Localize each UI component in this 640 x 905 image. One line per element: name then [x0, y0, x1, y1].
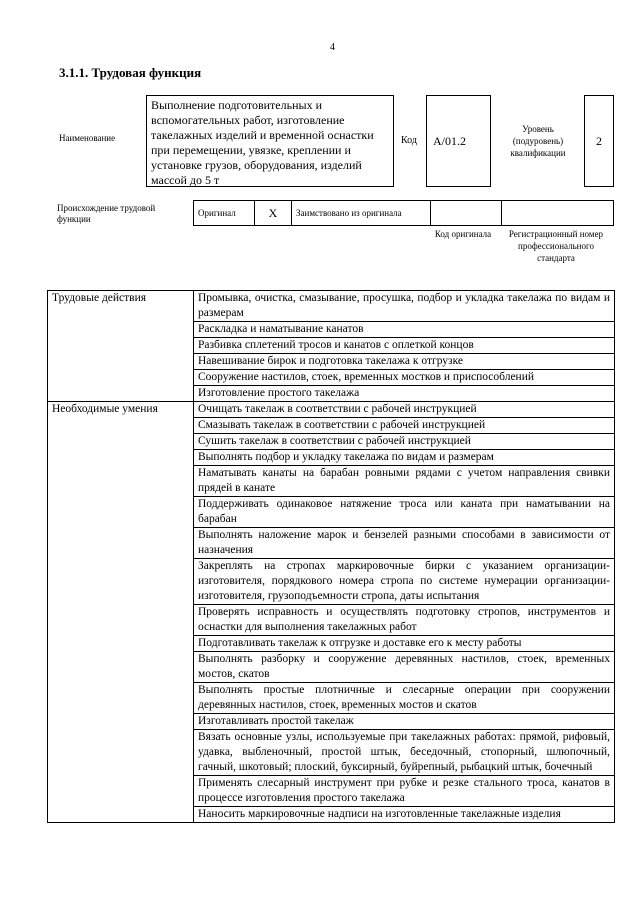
section-item: Подготавливать такелаж к отгрузке и доставке его к месту работы: [194, 636, 615, 652]
table-row: [48, 402, 615, 418]
original-code-caption: Код оригинала: [434, 229, 492, 239]
section-item: Промывка, очистка, смазывание, просушка, подбор и укладка такелажа по видам и размерам: [194, 291, 615, 322]
function-details-table: [47, 290, 615, 823]
original-label: Оригинал: [194, 201, 255, 226]
qualification-level-label: Уровень (подуровень) квалификации: [510, 124, 566, 158]
section-title: 3.1.1. Трудовая функция: [59, 65, 202, 80]
section-item: Выполнять простые плотничные и слесарные операции при сооружении деревянных настилов, стоек, временных мостов и скатов: [194, 683, 615, 714]
registration-number-cell: [502, 201, 614, 226]
section-item: Навешивание бирок и подготовка такелажа к отгрузке: [194, 354, 615, 370]
table-row: [48, 291, 615, 322]
section-item: Наматывать канаты на барабан ровными рядами с учетом направления свивки прядей в канате: [194, 466, 615, 497]
origin-label: Происхождение трудовой функции: [57, 203, 156, 224]
section-item: Выполнять разборку и сооружение деревянных настилов, стоек, временных мостов, скатов: [194, 652, 615, 683]
section-category: Необходимые умения: [48, 402, 194, 823]
section-item: Изготовление простого такелажа: [194, 386, 615, 402]
section-item: Разбивка сплетений тросов и канатов с оплеткой концов: [194, 338, 615, 354]
section-item: Поддерживать одинаковое натяжение троса или каната при наматывании на барабан: [194, 497, 615, 528]
qualification-level-value: 2: [584, 95, 614, 187]
section-item: Сооружение настилов, стоек, временных мостков и приспособлений: [194, 370, 615, 386]
function-name-value: Выполнение подготовительных и вспомогательных работ, изготовление такелажных изделий и временной оснастки при перемещении, увязке, креплении и установке грузов, оборудования, изделий массой до 5 т: [146, 95, 394, 187]
section-item: Сушить такелаж в соответствии с рабочей инструкцией: [194, 434, 615, 450]
section-item: Проверять исправность и осуществлять подготовку стропов, инструментов и оснастки для выполнения такелажных работ: [194, 605, 615, 636]
section-item: Выполнять подбор и укладку такелажа по видам и размерам: [194, 450, 615, 466]
section-item: Закреплять на стропах маркировочные бирки с указанием организации-изготовителя, порядкового номера стропа по системе нумерации организации-изготовителя, грузоподъемности стропа, даты испытания: [194, 559, 615, 605]
borrowed-label: Заимствовано из оригинала: [292, 201, 431, 226]
section-category: Трудовые действия: [48, 291, 194, 402]
section-item: Вязать основные узлы, используемые при такелажных работах: прямой, рифовый, удавка, выбленочный, простой штык, беседочный, стопорный, шлюпочный, гачный, шкотовый; плоский, буксирный, буйрепный, рыбацкий штык, бочечный: [194, 730, 615, 776]
original-mark: X: [255, 201, 292, 226]
page-number: 4: [330, 42, 335, 53]
origin-table: [193, 200, 614, 226]
section-item: Очищать такелаж в соответствии с рабочей инструкцией: [194, 402, 615, 418]
name-label: Наименование: [59, 133, 116, 143]
section-item: Выполнять наложение марок и бензелей разными способами в зависимости от назначения: [194, 528, 615, 559]
original-code-cell: [431, 201, 502, 226]
section-item: Применять слесарный инструмент при рубке и резке стального троса, канатов в процессе изготовления простого такелажа: [194, 776, 615, 807]
function-code-value: A/01.2: [426, 95, 491, 187]
section-item: Изготавливать простой такелаж: [194, 714, 615, 730]
section-item: Раскладка и наматывание канатов: [194, 322, 615, 338]
section-item: Наносить маркировочные надписи на изготовленные такелажные изделия: [194, 807, 615, 823]
section-item: Смазывать такелаж в соответствии с рабочей инструкцией: [194, 418, 615, 434]
code-label: Код: [401, 135, 417, 146]
registration-number-caption: Регистрационный номер профессионального стандарта: [508, 229, 604, 263]
